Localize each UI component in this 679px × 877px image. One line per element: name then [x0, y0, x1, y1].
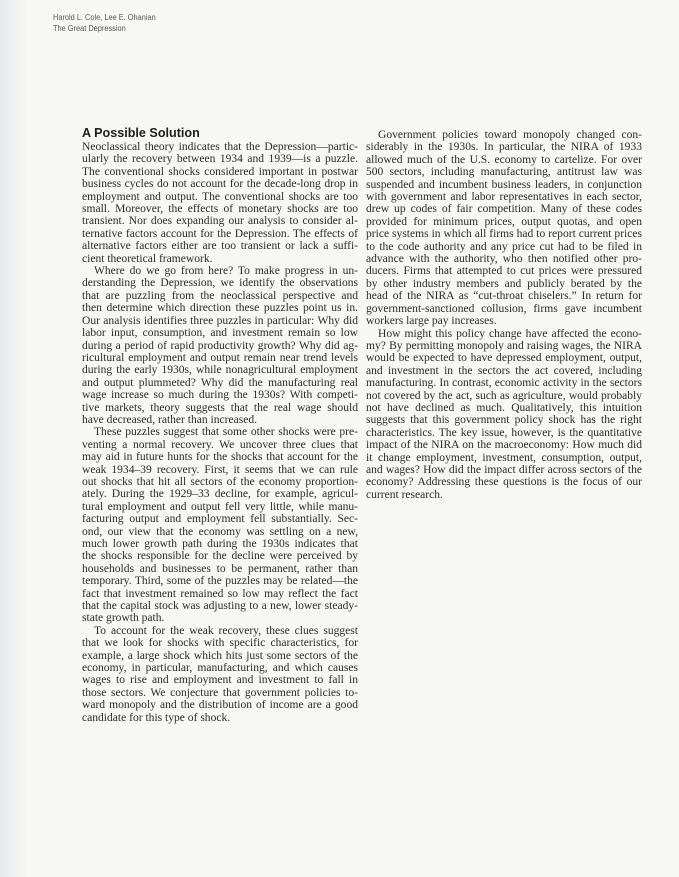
text-line: provided for minimum prices, output quotas, and open — [366, 215, 642, 228]
text-line: head of the NIRA as “cut-throat chiselers.” In return for — [366, 290, 642, 303]
text-line: cient theoretical framework. — [82, 252, 213, 265]
text-line: and output plummeted? Why did the manufacturing real — [82, 376, 358, 389]
text-line: ducers. Firms that attempted to cut prices were pressured — [366, 265, 642, 278]
left-column — [82, 126, 358, 724]
text-line: not covered by the act, such as agriculture, would probably — [366, 389, 642, 402]
text-line: wage increase so much during the 1930s? With competi- — [82, 389, 358, 402]
text-line: facturing output and employment fell substantially. Sec- — [82, 513, 358, 526]
text-line: then determine which direction these puzzles point us in. — [82, 302, 358, 315]
text-line: characteristics. The key issue, however, is the quantitative — [366, 426, 642, 439]
left-column-body — [82, 141, 358, 724]
right-column — [366, 129, 642, 501]
right-column-body — [366, 129, 642, 501]
text-line: price systems in which all firms had to report current prices — [366, 228, 642, 241]
text-line: ricultural employment and output remain near trend levels — [82, 351, 358, 364]
text-line: employment and output. The conventional shocks are too — [82, 190, 358, 203]
text-line: during a period of rapid productivity growth? Why did ag- — [82, 339, 358, 352]
text-line: Where do we go from here? To make progress in un- — [94, 265, 358, 278]
text-line: Neoclassical theory indicates that the Depression—partic- — [82, 141, 358, 153]
text-line: fact that investment remained so low may reflect the fact — [82, 587, 358, 600]
text-line: those sectors. We conjecture that government policies to- — [82, 686, 358, 699]
text-line: and wages? How did the impact differ across sectors of the — [366, 463, 642, 476]
paragraph — [82, 426, 358, 625]
text-line: manufacturing. In contrast, economic activity in the sectors — [366, 377, 642, 390]
text-line: my? By permitting monopoly and raising wages, the NIRA — [366, 339, 642, 352]
text-line: ularly the recovery between 1934 and 1939—is a puzzle. — [82, 153, 358, 166]
text-line: have decreased, rather than increased. — [82, 413, 258, 426]
paragraph — [82, 141, 358, 265]
text-line: would be expected to have depressed employment, output, — [366, 352, 642, 365]
scan-edge-shadow — [0, 0, 28, 877]
paragraph — [82, 265, 358, 426]
text-line: not have declined as much. Qualitatively, this intuition — [366, 401, 642, 414]
text-line: suspended and incumbent business leaders, in conjunction — [366, 178, 642, 191]
text-line: suggests that this government policy shock has the right — [366, 414, 642, 427]
text-line: These puzzles suggest that some other shocks were pre- — [94, 426, 358, 439]
text-line: ternative factors account for the Depression. The effects of — [82, 227, 358, 240]
text-line: advance with the authority, who then notified other pro- — [366, 253, 642, 266]
text-line: business cycles do not account for the decade-long drop in — [82, 178, 358, 191]
text-line: may aid in future hunts for the shocks that account for the — [82, 451, 358, 464]
paragraph — [366, 328, 642, 502]
text-line: and investment in the sectors the act covered, including — [366, 364, 642, 377]
text-line: during the early 1930s, while nonagricultural employment — [82, 364, 358, 377]
running-head-book-title: The Great Depression — [53, 23, 126, 33]
running-head-authors: Harold L. Cole, Lee E. Ohanian — [53, 12, 156, 22]
text-line: transient. Nor does expanding our analysis to consider al- — [82, 215, 358, 228]
text-line: the shocks responsible for the decline were perceived by — [82, 550, 358, 563]
text-line: it change employment, investment, consumption, output, — [366, 451, 642, 464]
paragraph — [366, 129, 642, 328]
text-line: derstanding the Depression, we identify the observations — [82, 277, 358, 290]
text-line: weak 1934–39 recovery. First, it seems that we can rule — [82, 463, 358, 476]
text-line: To account for the weak recovery, these clues suggest — [94, 624, 358, 637]
text-line: ward monopoly and the distribution of income are a good — [82, 699, 358, 712]
text-line: Government policies toward monopoly changed con- — [378, 129, 642, 141]
text-line: venting a normal recovery. We uncover three clues that — [82, 438, 358, 451]
text-line: ond, our view that the economy was settling on a new, — [82, 525, 358, 538]
paragraph — [82, 625, 358, 724]
text-line: out shocks that hit all sectors of the economy proportion- — [82, 475, 358, 488]
text-line: temporary. Third, some of the puzzles may be related—the — [82, 575, 358, 588]
text-line: workers large pay increases. — [366, 315, 497, 328]
text-line: Our analysis identifies three puzzles in particular: Why did — [82, 314, 358, 327]
text-line: labor input, consumption, and investment remain so low — [82, 327, 358, 340]
section-heading: A Possible Solution — [82, 126, 200, 140]
text-line: households and businesses to be permanent, rather than — [82, 562, 358, 575]
text-line: 500 sectors, including manufacturing, antitrust law was — [366, 166, 642, 179]
text-line: siderably in the 1930s. In particular, the NIRA of 1933 — [366, 141, 642, 154]
text-line: that are puzzling from the neoclassical perspective and — [82, 289, 358, 302]
text-line: to the code authority and any price cut had to be filed in — [366, 240, 642, 253]
text-line: small. Moreover, the effects of monetary shocks are too — [82, 203, 358, 216]
text-line: tural employment and output fell very little, while manu- — [82, 500, 358, 513]
text-line: allowed much of the U.S. economy to cartelize. For over — [366, 153, 642, 166]
text-line: candidate for this type of shock. — [82, 711, 231, 724]
text-line: current research. — [366, 488, 443, 501]
text-line: government-sanctioned collusion, firms gave incumbent — [366, 302, 642, 315]
running-head — [53, 12, 156, 34]
text-line: tive markets, theory suggests that the real wage should — [82, 401, 358, 414]
text-line: alternative factors either are too transient or lack a suffi- — [82, 240, 358, 253]
text-line: impact of the NIRA on the macroeconomy: How much did — [366, 439, 642, 452]
text-line: that the capital stock was adjusting to a new, lower steady- — [82, 600, 358, 613]
text-line: The conventional shocks considered important in postwar — [82, 165, 358, 178]
text-line: drew up codes of fair competition. Many of these codes — [366, 203, 642, 216]
text-line: much lower growth path during the 1930s indicates that — [82, 538, 358, 550]
text-line: example, a large shock which hits just some sectors of the — [82, 649, 358, 662]
text-line: How might this policy change have affected the econo- — [378, 327, 642, 340]
text-line: with government and labor representatives in each sector, — [366, 191, 642, 204]
text-line: ately. During the 1929–33 decline, for example, agricul- — [82, 488, 358, 501]
text-line: that we look for shocks with specific characteristics, for — [82, 637, 358, 650]
text-line: wages to rise and employment and investment to fall in — [82, 674, 358, 687]
text-line: state growth path. — [82, 612, 165, 625]
text-line: economy, in particular, manufacturing, and which causes — [82, 662, 358, 675]
text-line: by other industry members and publicly berated by the — [366, 277, 642, 290]
text-line: economy? Addressing these questions is the focus of our — [366, 476, 642, 489]
